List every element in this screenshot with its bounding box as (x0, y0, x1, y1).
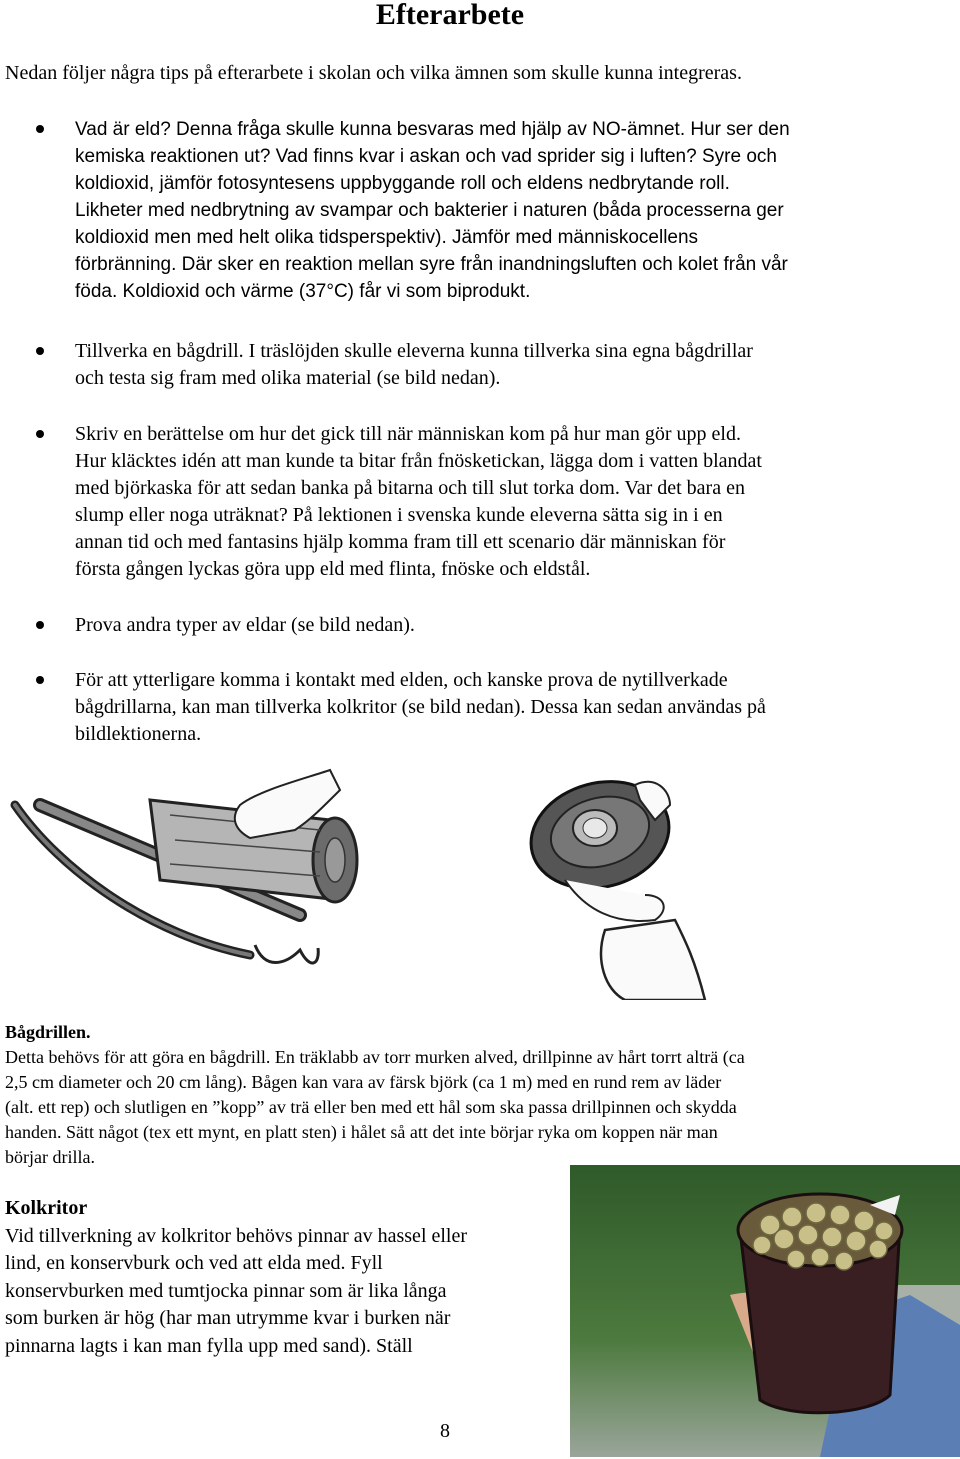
bullet-dot (36, 430, 44, 438)
page-number: 8 (440, 1420, 450, 1442)
bowdrill-caption (5, 1020, 955, 1170)
text-line: första gången lyckas göra upp eld med flinta, fnöske och eldstål. (75, 558, 591, 580)
text-line: För att ytterligare komma i kontakt med elden, och kanske prova de nytillverkade (75, 669, 728, 691)
text-line: 2,5 cm diameter och 20 cm lång). Bågen kan vara av färsk björk (ca 1 m) med en rund rem av läder (5, 1072, 722, 1092)
text-line: pinnarna lagts i kan man fylla upp med sand). Ställ (5, 1334, 413, 1357)
bowdrill-illustration (0, 760, 420, 1000)
text-line: Skriv en berättelse om hur det gick till när människan kom på hur man gör upp eld. (75, 423, 741, 445)
text-line: och testa sig fram med olika material (se bild nedan). (75, 367, 501, 389)
text-line: lind, en konservburk och ved att elda med. Fyll (5, 1252, 383, 1274)
text-line: kemiska reaktionen ut? Vad finns kvar i askan och vad sprider sig i luften? Syre och (75, 146, 777, 167)
bullet-dot (36, 676, 44, 684)
page-title: Efterarbete (375, 0, 525, 31)
text-line: bågdrillarna, kan man tillverka kolkritor (se bild nedan). Dessa kan sedan användas på (75, 696, 766, 718)
text-line: Prova andra typer av eldar (se bild nedan). (75, 614, 415, 636)
text-line: Hur kläcktes idén att man kunde ta bitar från fnösketickan, lägga dom i vatten blandat (75, 450, 762, 472)
text-line: som burken är hög (har man utrymme kvar i burken när (5, 1307, 451, 1329)
bullet-item-charcoal (36, 667, 936, 748)
text-line: med björkaska för att sedan banka på bitarna och till slut torka dom. Var det bara en (75, 477, 745, 499)
bullet-item-fire (36, 116, 936, 305)
charcoal-heading: Kolkritor (5, 1197, 88, 1219)
text-line: börjar drilla. (5, 1147, 95, 1167)
intro-paragraph: Nedan följer några tips på efterarbete i skolan och vilka ämnen som skulle kunna integreras. (5, 62, 742, 84)
text-line: handen. Sätt något (tex ett mynt, en platt sten) i hålet så att det inte börjar ryka om koppen när man (5, 1122, 718, 1142)
bowdrill-heading: Bågdrillen. (5, 1022, 91, 1042)
text-line: koldioxid, jämför fotosyntesens uppbyggande roll och eldens nedbrytande roll. (75, 173, 730, 194)
text-line: annan tid och med fantasins hjälp komma fram till ett scenario där människan för (75, 531, 726, 553)
text-line: Likheter med nedbrytning av svampar och bakterier i naturen (båda processerna ger (75, 200, 784, 221)
text-line: Detta behövs för att göra en bågdrill. En träklabb av torr murken alved, drillpinne av hårt torrt alträ (ca (5, 1047, 745, 1067)
bullet-dot (36, 621, 44, 629)
text-line: slump eller noga uträknat? På lektionen i svenska kunde eleverna sätta sig in i en (75, 504, 723, 526)
text-line: bildlektionerna. (75, 723, 202, 745)
bullet-item-story (36, 421, 936, 583)
text-line: koldioxid men med helt olika tidsperspektiv). Jämför med människocellens (75, 227, 699, 248)
bullet-dot (36, 125, 44, 133)
text-line: föda. Koldioxid och värme (37°C) får vi som biprodukt. (75, 281, 531, 302)
charcoal-section (5, 1195, 565, 1360)
charcoal-can-photo (570, 1165, 960, 1457)
bullet-dot (36, 347, 44, 355)
text-line: förbränning. Där sker en reaktion mellan syre från inandningsluften och kolet från vår (75, 254, 788, 275)
text-line: Vid tillverkning av kolkritor behövs pinnar av hassel eller (5, 1224, 468, 1247)
bullet-item-fires (36, 612, 936, 639)
hand-cup-illustration (495, 760, 795, 1000)
text-line: Tillverka en bågdrill. I träslöjden skulle eleverna kunna tillverka sina egna bågdrillar (75, 340, 753, 362)
text-line: konservburken med tumtjocka pinnar som är lika långa (5, 1279, 447, 1302)
text-line: Vad är eld? Denna fråga skulle kunna besvaras med hjälp av NO-ämnet. Hur ser den (75, 119, 790, 140)
bullet-item-bowdrill (36, 338, 936, 392)
text-line: (alt. ett rep) och slutligen en ”kopp” av trä eller ben med ett hål som ska passa drillpinnen och skydda (5, 1097, 737, 1117)
